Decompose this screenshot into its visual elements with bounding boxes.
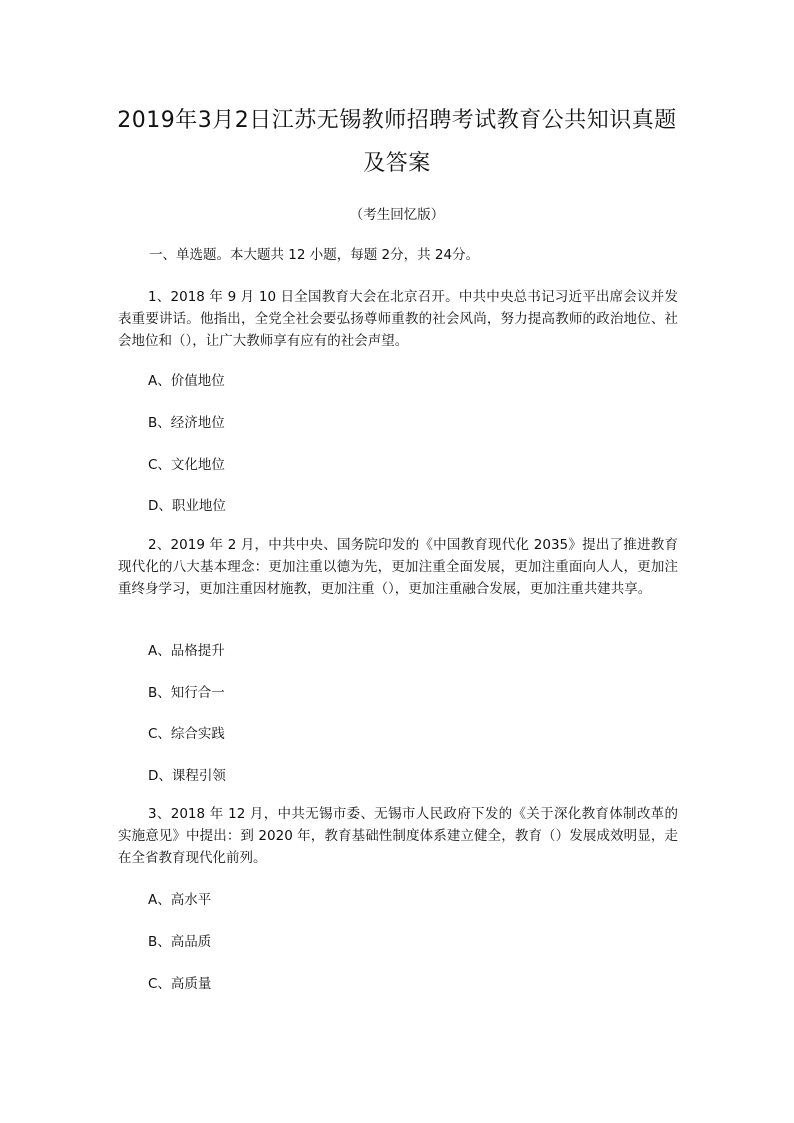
question-2-option-d: D、课程引领 xyxy=(148,768,226,784)
section-heading: 一、单选题。本大题共 12 小题，每题 2分，共 24分。 xyxy=(149,247,480,263)
document-title-line-1: 2019年3月2日江苏无锡教师招聘考试教育公共知识真题 xyxy=(117,108,677,133)
question-2-text: 2、2019 年 2 月，中共中央、国务院印发的《中国教育现代化 2035》提出了推进教育现代化的八大基本理念：更加注重以德为先，更加注重全面发展，更加注重面向人人，更加注重终身学习，更加注重因材施教，更加注重（），更加注重融合发展，更加注重共建共享。 xyxy=(118,537,678,597)
document-title-line-2: 及答案 xyxy=(363,151,431,176)
question-1-option-a: A、价值地位 xyxy=(148,373,225,389)
document-subtitle: （考生回忆版） xyxy=(349,207,445,223)
question-2-option-c: C、综合实践 xyxy=(148,726,225,742)
question-1-option-d: D、职业地位 xyxy=(148,498,226,514)
question-3-option-c: C、高质量 xyxy=(148,976,212,992)
question-1-option-c: C、文化地位 xyxy=(148,457,225,473)
question-1-text: 1、2018 年 9 月 10 日全国教育大会在北京召开。中共中央总书记习近平出席会议并发表重要讲话。他指出，全党全社会要弘扬尊师重教的社会风尚，努力提高教师的政治地位、社会地位和（），让广大教师享有应有的社会声望。 xyxy=(118,289,678,349)
question-2-option-b: B、知行合一 xyxy=(148,685,225,701)
question-1-option-b: B、经济地位 xyxy=(148,415,225,431)
question-3-option-a: A、高水平 xyxy=(148,892,212,908)
question-2-option-a: A、品格提升 xyxy=(148,643,225,659)
question-3-text: 3、2018 年 12 月，中共无锡市委、无锡市人民政府下发的《关于深化教育体制改革的实施意见》中提出：到 2020 年，教育基础性制度体系建立健全，教育（）发展成效明显，走在全省教育现代化前列。 xyxy=(118,806,678,866)
question-3-option-b: B、高品质 xyxy=(148,934,212,950)
